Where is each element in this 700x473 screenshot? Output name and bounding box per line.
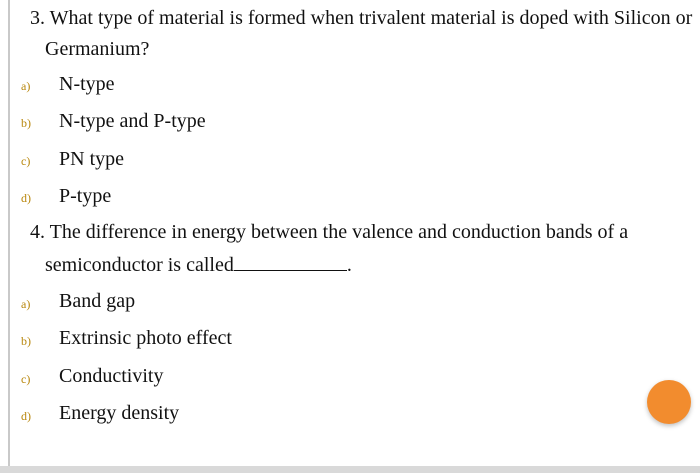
q4-option-a-text: Band gap <box>59 290 136 312</box>
q3-option-d-marker: d) <box>21 191 31 205</box>
question-4-line-2 <box>45 252 352 277</box>
question-4-line-2-text: semiconductor is called <box>45 254 234 276</box>
q3-option-c-text: PN type <box>59 148 124 170</box>
floating-action-button[interactable] <box>647 380 691 424</box>
q4-option-d-text: Energy density <box>59 402 180 424</box>
question-3-line-1: 3. What type of material is formed when trivalent material is doped with Silicon or <box>30 7 693 29</box>
q3-option-d-text: P-type <box>59 185 112 207</box>
q3-option-c-marker: c) <box>21 154 31 168</box>
q4-option-a-marker: a) <box>21 297 31 311</box>
question-3-line-2: Germanium? <box>45 38 150 60</box>
q3-option-a-marker: a) <box>21 79 31 93</box>
bottom-border <box>0 466 700 473</box>
answer-blank <box>234 252 347 271</box>
q3-option-a-text: N-type <box>59 73 115 95</box>
question-4-line-2-period: . <box>346 254 352 276</box>
left-border-line <box>8 0 10 466</box>
question-4-line-1: 4. The difference in energy between the valence and conduction bands of a <box>30 221 629 243</box>
q4-option-d-marker: d) <box>21 409 31 423</box>
q3-option-b-marker: b) <box>21 116 31 130</box>
q4-option-b-marker: b) <box>21 334 31 348</box>
q4-option-b-text: Extrinsic photo effect <box>59 327 232 349</box>
q3-option-b-text: N-type and P-type <box>59 110 206 132</box>
q4-option-c-marker: c) <box>21 372 31 386</box>
q4-option-c-text: Conductivity <box>59 365 164 387</box>
